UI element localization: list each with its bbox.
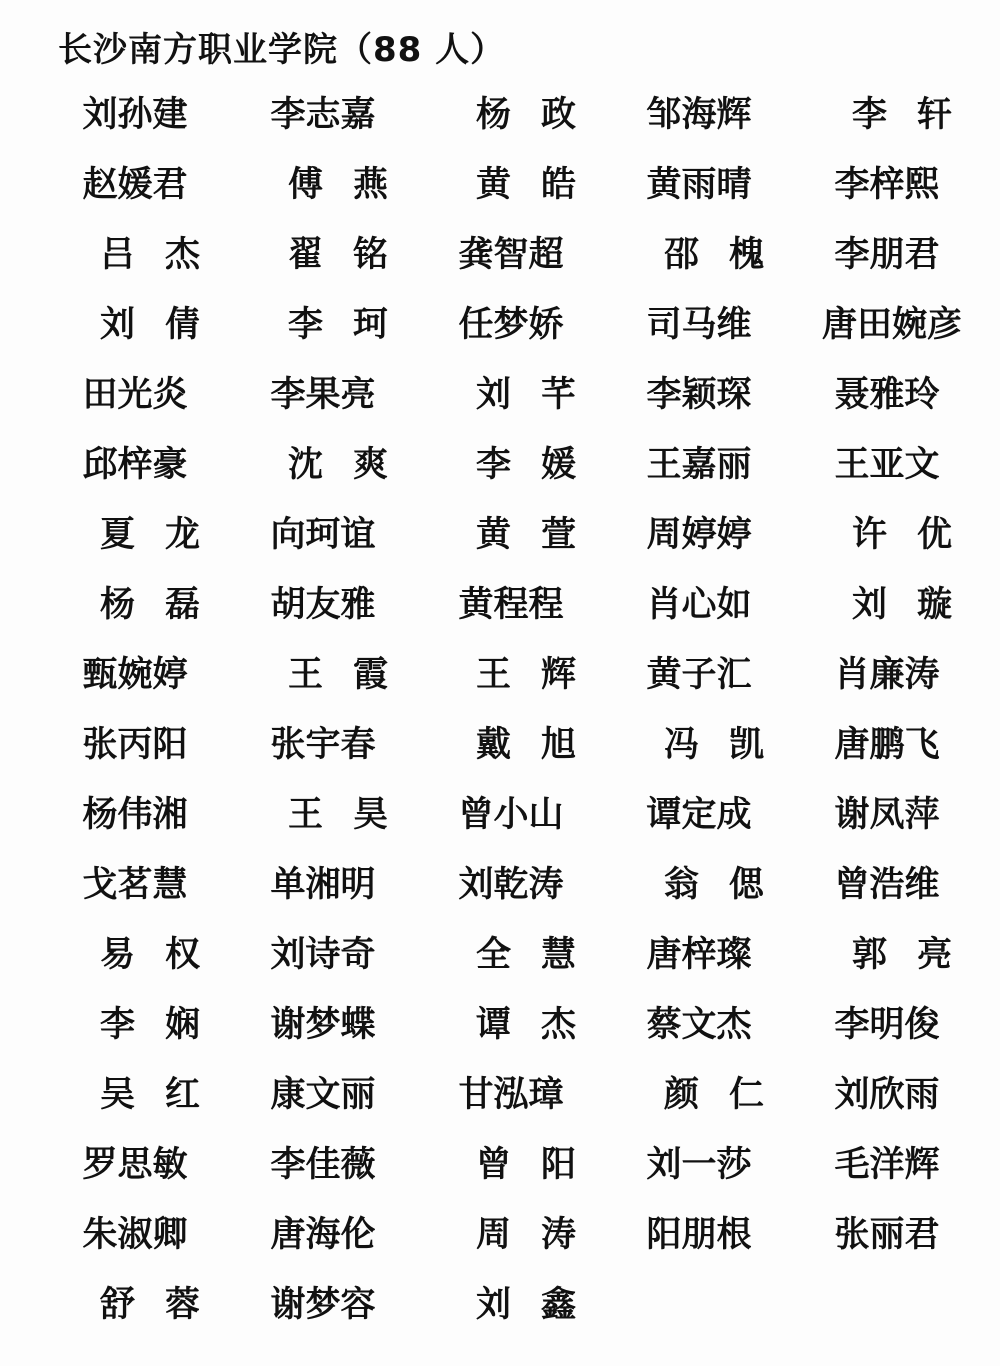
student-name: 王霞: [288, 655, 419, 695]
student-name: 郭亮: [852, 935, 983, 975]
student-name: 翁偲: [664, 865, 795, 905]
student-name: 李朋君: [834, 235, 940, 275]
student-name: 曾浩维: [834, 865, 940, 905]
student-name: 朱淑卿: [82, 1215, 188, 1255]
student-name: 田光炎: [82, 375, 188, 415]
student-name: 蔡文杰: [646, 1005, 752, 1045]
student-name: 周婷婷: [646, 515, 752, 555]
student-name: 邱梓豪: [82, 445, 188, 485]
student-name: 戈茗慧: [82, 865, 188, 905]
name-row: [70, 850, 960, 920]
student-name: 刘欣雨: [834, 1075, 940, 1115]
name-row: [70, 430, 960, 500]
student-name: 毛洋辉: [834, 1145, 940, 1185]
student-name: 唐田婉彦: [822, 305, 963, 345]
student-name: 戴旭: [476, 725, 607, 765]
student-name: 唐鹏飞: [834, 725, 940, 765]
student-name: 邹海辉: [646, 95, 752, 135]
name-row: [70, 1200, 960, 1270]
student-name: 杨政: [476, 95, 607, 135]
student-name: 李佳薇: [270, 1145, 376, 1185]
student-name: 任梦娇: [458, 305, 564, 345]
student-name: 刘乾涛: [458, 865, 564, 905]
student-name: 杨伟湘: [82, 795, 188, 835]
student-name: 康文丽: [270, 1075, 376, 1115]
student-name: 李果亮: [270, 375, 376, 415]
student-name: 赵媛君: [82, 165, 188, 205]
name-row: [70, 640, 960, 710]
name-row: [70, 1060, 960, 1130]
student-name: 刘芊: [476, 375, 607, 415]
name-row: [70, 1130, 960, 1200]
student-name: 肖心如: [646, 585, 752, 625]
student-name: 李娴: [100, 1005, 231, 1045]
student-name: 冯凯: [664, 725, 795, 765]
student-name: 王嘉丽: [646, 445, 752, 485]
student-name: 李梓熙: [834, 165, 940, 205]
name-row: [70, 570, 983, 640]
student-name: 沈爽: [288, 445, 419, 485]
student-name: 曾阳: [476, 1145, 607, 1185]
student-name: 李明俊: [834, 1005, 940, 1045]
student-name: 刘鑫: [476, 1285, 607, 1325]
student-name: 黄子汇: [646, 655, 752, 695]
student-name: 刘孙建: [82, 95, 188, 135]
student-name: 吕杰: [100, 235, 231, 275]
student-name: 司马维: [646, 305, 752, 345]
name-row: [70, 920, 983, 990]
student-name: 颜仁: [664, 1075, 795, 1115]
student-name: 向珂谊: [270, 515, 376, 555]
student-name: 谭杰: [476, 1005, 607, 1045]
student-name: 李轩: [852, 95, 983, 135]
student-name: 罗思敏: [82, 1145, 188, 1185]
student-name: 刘璇: [852, 585, 983, 625]
student-name: 全慧: [476, 935, 607, 975]
student-name: 翟铭: [288, 235, 419, 275]
student-name: 谢梦蝶: [270, 1005, 376, 1045]
student-name: 唐梓璨: [646, 935, 752, 975]
student-name: 黄皓: [476, 165, 607, 205]
student-name: 刘一莎: [646, 1145, 752, 1185]
name-row: [70, 290, 963, 360]
student-name: 张宇春: [270, 725, 376, 765]
student-name: 许优: [852, 515, 983, 555]
student-name: 甘泓璋: [458, 1075, 564, 1115]
student-name: 刘倩: [100, 305, 231, 345]
student-name: 李志嘉: [270, 95, 376, 135]
page-title: 长沙南方职业学院（88 人）: [58, 30, 506, 70]
student-name: 谢凤萍: [834, 795, 940, 835]
student-name: 单湘明: [270, 865, 376, 905]
student-name: 夏龙: [100, 515, 231, 555]
name-row: [70, 710, 960, 780]
student-name: 谢梦容: [270, 1285, 376, 1325]
student-name: 聂雅玲: [834, 375, 940, 415]
student-name: 王辉: [476, 655, 607, 695]
student-name: 阳朋根: [646, 1215, 752, 1255]
name-row: [70, 780, 960, 850]
name-row: [70, 360, 960, 430]
student-name: 李颖琛: [646, 375, 752, 415]
name-row: [70, 150, 960, 220]
student-name: 李媛: [476, 445, 607, 485]
student-name: 黄萱: [476, 515, 607, 555]
student-name: 傅燕: [288, 165, 419, 205]
student-name: 胡友雅: [270, 585, 376, 625]
student-name: 王亚文: [834, 445, 940, 485]
student-name: 唐海伦: [270, 1215, 376, 1255]
name-row: [70, 990, 960, 1060]
student-name: 周涛: [476, 1215, 607, 1255]
student-name: 张丙阳: [82, 725, 188, 765]
name-row: [70, 1270, 960, 1340]
student-name: 李珂: [288, 305, 419, 345]
student-name: 谭定成: [646, 795, 752, 835]
student-name: 肖廉涛: [834, 655, 940, 695]
name-row: [70, 500, 983, 570]
student-name: 黄程程: [458, 585, 564, 625]
student-name: 龚智超: [458, 235, 564, 275]
student-name: 甄婉婷: [82, 655, 188, 695]
student-name: 张丽君: [834, 1215, 940, 1255]
student-name: 易权: [100, 935, 231, 975]
student-name: 吴红: [100, 1075, 231, 1115]
student-name: 王昊: [288, 795, 419, 835]
name-row: [70, 220, 960, 290]
student-name: 舒蓉: [100, 1285, 231, 1325]
name-row: [70, 80, 983, 150]
student-name: 杨磊: [100, 585, 231, 625]
name-list: [70, 80, 983, 1340]
student-name: 曾小山: [458, 795, 564, 835]
student-name: 黄雨晴: [646, 165, 752, 205]
student-name: 邵槐: [664, 235, 795, 275]
student-name: 刘诗奇: [270, 935, 376, 975]
